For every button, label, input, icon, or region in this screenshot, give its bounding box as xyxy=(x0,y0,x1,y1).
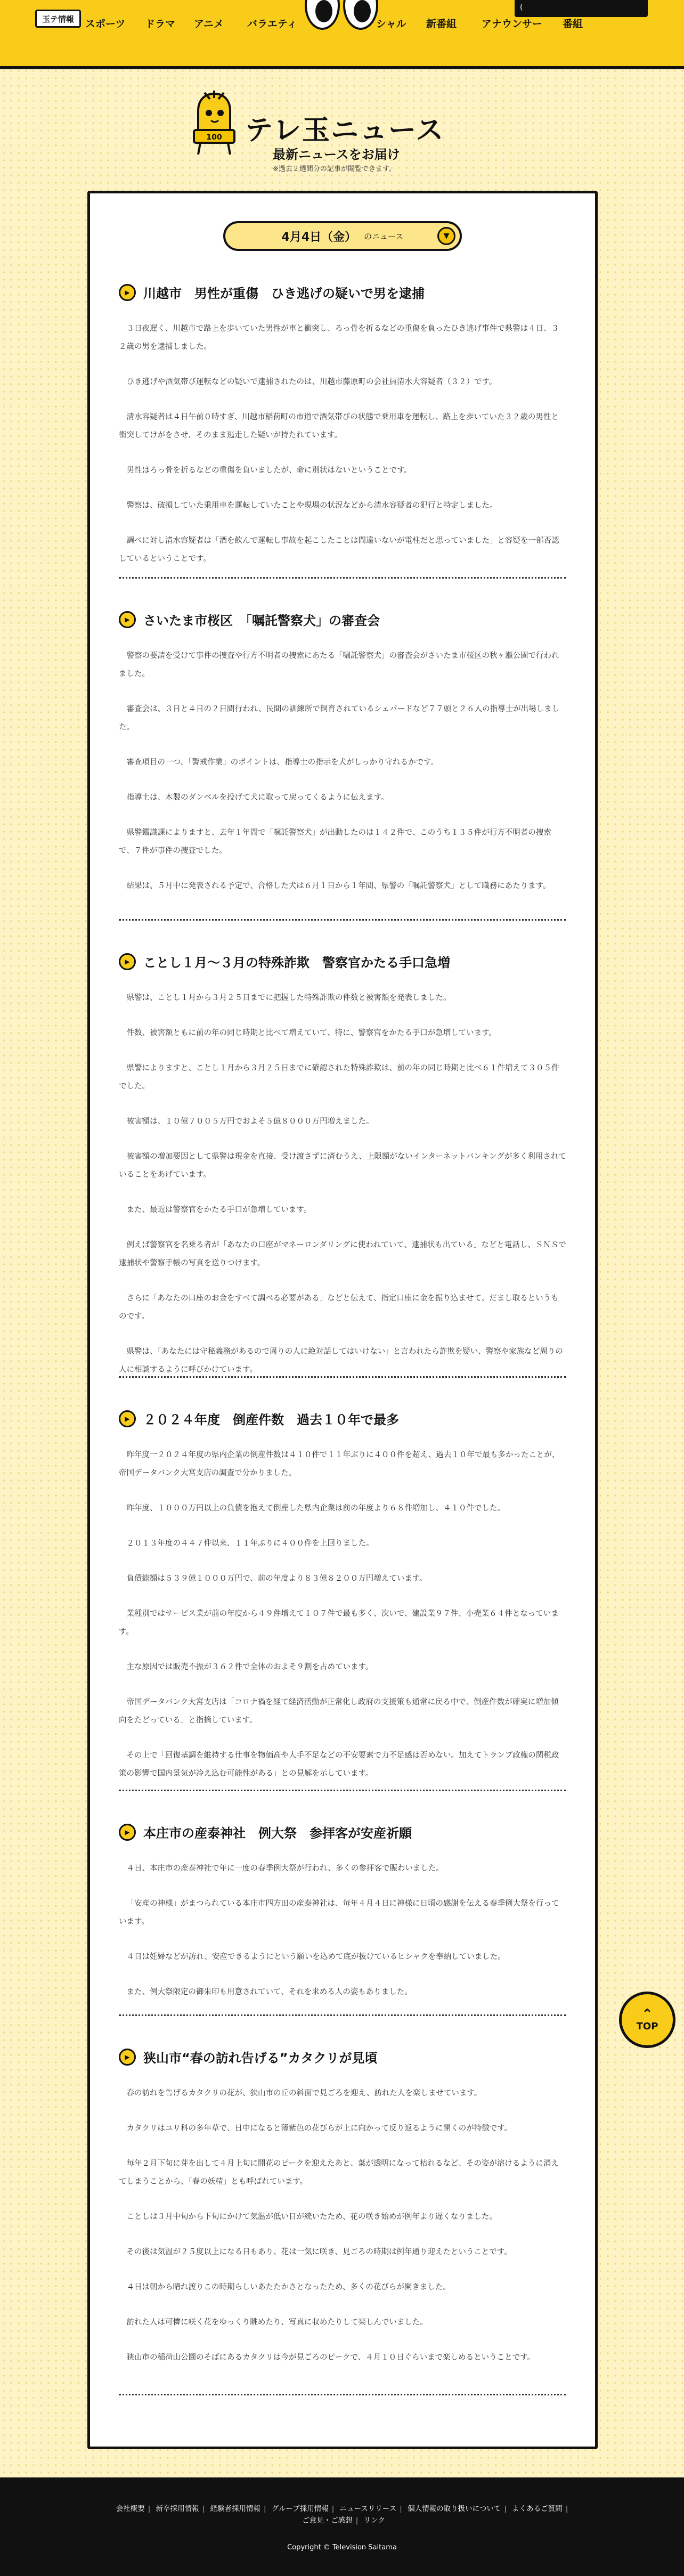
left-eye-icon xyxy=(305,0,340,30)
article-paragraph: ４日は妊婦などが訪れ、安産できるようにという願いを込めて底が抜けているヒシャクを奉納していました。 xyxy=(126,1953,506,1961)
news-article xyxy=(119,610,566,912)
news-article xyxy=(119,2047,566,2384)
page-header xyxy=(0,69,684,192)
article-paragraph: 県警鑑識課によりますと、去年１年間で「嘱託警察犬」が出動したのは１４２件で、このうち１３５件が行方不明者の捜索で、７件が事件の捜査でした。 xyxy=(119,828,551,855)
footer-link-links[interactable]: リンク xyxy=(363,2516,385,2525)
archive-note: ※過去２週間分の記事が閲覧できます。 xyxy=(273,165,396,173)
article-paragraph: 男性はろっ骨を折るなどの重傷を負いましたが、命に別状はないということです。 xyxy=(126,466,412,475)
article-title: 狭山市“春の訪れ告げる”カタクリが見頃 xyxy=(143,2051,378,2066)
article-paragraph: 被害額の増加要因として県警は現金を直接、受け渡さずに済むうえ、上限額がないインターネットバンキングが多く利用されていることをあげています。 xyxy=(119,1152,566,1179)
nav-menu xyxy=(85,16,684,32)
article-paragraph: 帝国データバンク大宮支店は「コロナ禍を経て経済活動が正常化し政府の支援策も通常に戻る中で、倒産件数が確実に増加傾向をたどっている」と指摘しています。 xyxy=(119,1698,559,1725)
article-divider xyxy=(119,577,566,579)
article-paragraph: カタクリはユリ科の多年草で、日中になると薄紫色の花びらが上に向かって反り返るように開くのが特徴です。 xyxy=(126,2124,512,2133)
article-paragraph: ３日夜遅く、川越市で路上を歩いていた男性が車と衝突し、ろっ骨を折るなどの重傷を負ったひき逃げ事件で県警は４日、３２歳の男を逮捕しました。 xyxy=(119,324,559,351)
nav-item-anime[interactable]: アニメ xyxy=(194,18,224,30)
article-paragraph: 春の訪れを告げるカタクリの花が、狭山市の丘の斜面で見ごろを迎え、訪れた人を楽しませています。 xyxy=(126,2089,482,2098)
article-paragraph: ４日は朝から晴れ渡りこの時期らしいあたたかさとなったため、多くの花びらが開きました。 xyxy=(126,2283,451,2291)
article-paragraph: 昨年度一２０２４年度の県内企業の倒産件数は４１０件で１１年ぶりに４００件を超え、過去１０年で最も多かったことが、帝国データバンク大宮支店の調査で分かりました。 xyxy=(119,1451,560,1477)
article-title: さいたま市桜区 「嘱託警察犬」の審査会 xyxy=(143,613,380,628)
news-panel xyxy=(87,191,598,2449)
back-to-top-label: TOP xyxy=(636,2020,658,2032)
article-paragraph: 昨年度、１０００万円以上の負債を抱えて倒産した県内企業は前の年度より６８件増加し、４１０件でした。 xyxy=(126,1504,505,1513)
mascot-icon xyxy=(182,90,246,159)
article-paragraph: 結果は、５月中に発表される予定で、合格した犬は６月１日から１年間、県警の「嘱託警察犬」として職務にあたります。 xyxy=(126,882,551,890)
date-selector-value: 4月4日（金） xyxy=(281,230,357,244)
article-paragraph: 毎年２月下旬に芽を出して４月上旬に開花のピークを迎えたあと、葉が透明になって枯れるなど、その姿が溶けるように消えてしまうことから、「春の妖精」とも呼ばれています。 xyxy=(119,2159,559,2186)
chevron-right-icon: ▶ xyxy=(119,1824,136,1841)
article-paragraph: また、最近は警察官をかたる手口が急増しています。 xyxy=(126,1206,312,1214)
footer-link-news-release[interactable]: ニュースリリース xyxy=(339,2505,397,2513)
site-logo[interactable]: 玉テ情報 xyxy=(35,10,81,28)
chevron-right-icon: ▶ xyxy=(119,1410,136,1427)
article-paragraph: さらに「あなたの口座のお金をすべて調べる必要がある」などと伝えて、指定口座に金を振り込ませて、だまし取るというものです。 xyxy=(119,1294,559,1321)
site-footer xyxy=(0,2477,684,2576)
article-paragraph: ４日、本庄市の産泰神社で年に一度の春季例大祭が行われ、多くの参拝客で賑わいました。 xyxy=(126,1864,444,1873)
mascot-badge: 100 xyxy=(206,133,222,142)
right-eye-icon xyxy=(343,0,378,30)
article-paragraph: 例えば警察官を名乗る者が「あなたの口座がマネーロンダリングに使われていて、逮捕状も出ている」などと電話し、ＳＮＳで逮捕状や警察手帳の写真を送りつけます。 xyxy=(119,1241,566,1267)
article-paragraph: 負債総額は５３９億１０００万円で、前の年度より８３億８２００万円増えています。 xyxy=(126,1574,427,1583)
chevron-right-icon: ▶ xyxy=(119,611,136,628)
article-paragraph: その上で「回復基調を維持する仕事を物価高や人手不足などの不安要素で力不足感は否めない。加えてトランプ政権の関税政策の影響で国内景気が冷え込む可能性がある」との見解を示しています。 xyxy=(119,1751,559,1778)
article-paragraph: 指導士は、木製のダンベルを投げて犬に取って戻ってくるように伝えます。 xyxy=(126,793,389,802)
article-paragraph: その後は気温が２５度以上になる日もあり、花は一気に咲き、見ごろの時期は例年通り迎えたということです。 xyxy=(126,2248,512,2256)
footer-links: 会社概要 | 新卒採用情報 | 経験者採用情報 | グループ採用情報 | ニュースリリース | 個人情報の取り扱いについて | よくあるご質問 | ご意見・ご感想 | リンク xyxy=(116,2505,568,2525)
nav-item-drama[interactable]: ドラマ xyxy=(145,18,176,30)
article-divider xyxy=(119,2014,566,2016)
nav-item-variety[interactable]: バラエティ xyxy=(247,18,297,30)
article-divider xyxy=(119,1376,566,1378)
article-paragraph: 狭山市の稲荷山公園のそばにあるカタクリは今が見ごろのピークで、４月１０日ぐらいまで楽しめるということです。 xyxy=(126,2353,535,2362)
nav-item-programs[interactable]: 番組 xyxy=(563,18,583,30)
article-paragraph: 審査項目の一つ、「警戒作業」のポイントは、指導士の指示を犬がしっかり守れるかです。 xyxy=(126,758,439,767)
chevron-right-icon: ▶ xyxy=(119,953,136,970)
back-to-top-button[interactable] xyxy=(619,1992,675,2048)
article-paragraph: 件数、被害額ともに前の年の同じ時期と比べて増えていて、特に、警察官をかたる手口が急増しています。 xyxy=(126,1029,497,1037)
article-paragraph: 警察の要請を受けて事件の捜査や行方不明者の捜索にあたる「嘱託警察犬」の審査会がさいたま市桜区の秋ヶ瀬公園で行われました。 xyxy=(119,652,559,678)
page-subtitle: 最新ニュースをお届け xyxy=(273,147,400,162)
nav-item-new-programs[interactable]: 新番組 xyxy=(426,18,457,30)
article-divider xyxy=(119,2394,566,2395)
footer-link-new-grad-recruit[interactable]: 新卒採用情報 xyxy=(156,2505,199,2513)
article-paragraph: 警察は、破損していた乗用車を運転していたことや現場の状況などから清水容疑者の犯行と特定しました。 xyxy=(126,501,498,510)
top-navigation xyxy=(0,0,684,69)
article-paragraph: 清水容疑者は４日午前０時すぎ、川越市稲荷町の市道で酒気帯びの状態で乗用車を運転し、路上を歩いていた３２歳の男性と衝突してけがをさせ、そのまま逃走した疑いが持たれています。 xyxy=(119,413,559,440)
article-paragraph: 審査会は、３日と４日の２日間行われ、民間の訓練所で飼育されているシェパードなど７７頭と２６人の指導士が出場しました。 xyxy=(119,705,560,732)
article-title: ２０２４年度 倒産件数 過去１０年で最多 xyxy=(143,1412,399,1427)
article-paragraph: 訪れた人は可憐に咲く花をゆっくり眺めたり、写真に収めたりして楽しんでいました。 xyxy=(126,2318,428,2327)
chevron-down-icon[interactable]: ▼ xyxy=(437,227,455,245)
footer-link-company[interactable]: 会社概要 xyxy=(116,2505,145,2513)
article-paragraph: 主な原因では販売不振が３６２件で全体のおよそ９割を占めています。 xyxy=(126,1663,373,1671)
article-paragraph: 業種別ではサービス業が前の年度から４９件増えて１０７件で最も多く、次いで、建設業９７件、小売業６４件となっています。 xyxy=(119,1610,559,1636)
article-paragraph: 県警は、「あなたには守秘義務があるので周りの人に絶対話してはいけない」と言われたら詐欺を疑い、警察や家族など周りの人に相談するように呼びかけています。 xyxy=(119,1347,563,1374)
arrow-up-icon: ⌃ xyxy=(641,2006,653,2022)
article-paragraph: 「安産の神様」がまつられている本庄市四方田の産泰神社は、毎年４月４日に神様に日頃の感謝を伝える春季例大祭を行っています。 xyxy=(119,1899,559,1926)
copyright: Copyright © Television Saitama xyxy=(287,2544,397,2551)
article-paragraph: 県警によりますと、ことし１月から３月２５日までに確認された特殊詐欺は、前の年の同じ時期と比べ６１件増えて３０５件でした。 xyxy=(119,1064,559,1091)
article-title: 本庄市の産泰神社 例大祭 参拝客が安産祈願 xyxy=(143,1826,412,1841)
footer-link-privacy[interactable]: 個人情報の取り扱いについて xyxy=(408,2505,501,2513)
article-divider xyxy=(119,1790,566,1791)
footer-link-career-recruit[interactable]: 経験者採用情報 xyxy=(210,2505,260,2513)
news-article xyxy=(119,952,566,1396)
chevron-right-icon: ▶ xyxy=(119,284,136,301)
article-paragraph: 被害額は、１０億７００５万円でおよそ５億８０００万円増えました。 xyxy=(126,1117,374,1126)
date-selector[interactable] xyxy=(223,221,462,251)
article-paragraph: ことしは３月中旬から下旬にかけて気温が低い日が続いたため、花の咲き始めが例年より遅くなりました。 xyxy=(126,2213,497,2221)
nav-item-sports[interactable]: スポーツ xyxy=(85,18,126,30)
news-article xyxy=(119,283,566,585)
nav-item-announcers[interactable]: アナウンサー xyxy=(482,18,543,30)
article-divider xyxy=(119,919,566,921)
article-paragraph: 調べに対し清水容疑者は「酒を飲んで運転し事故を起こしたことは間違いないが電柱だと思っていました」と容疑を一部否認しているということです。 xyxy=(119,537,559,563)
article-paragraph: ２０１３年度の４４７件以来、１１年ぶりに４００件を上回りました。 xyxy=(126,1539,374,1548)
article-title: ことし１月～３月の特殊詐欺 警察官かたる手口急増 xyxy=(143,955,450,970)
footer-link-faq[interactable]: よくあるご質問 xyxy=(512,2505,563,2513)
news-article xyxy=(119,1823,566,2018)
account-bar[interactable]: ( xyxy=(515,0,648,17)
footer-link-group-recruit[interactable]: グループ採用情報 xyxy=(271,2505,329,2513)
news-article xyxy=(119,1409,566,1800)
article-paragraph: また、例大祭限定の御朱印も用意されていて、それを求める人の姿もありました。 xyxy=(126,1988,412,1996)
footer-link-feedback[interactable]: ご意見・ご感想 xyxy=(302,2516,353,2525)
chevron-right-icon: ▶ xyxy=(119,2049,136,2066)
article-title: 川越市 男性が重傷 ひき逃げの疑いで男を逮捕 xyxy=(143,286,425,301)
mascot-eyes xyxy=(305,0,379,39)
page-title: テレ玉ニュース xyxy=(245,115,445,147)
article-paragraph: 県警は、ことし１月から３月２５日までに把握した特殊詐欺の件数と被害額を発表しました。 xyxy=(126,994,451,1002)
date-selector-suffix: のニュース xyxy=(364,231,404,241)
article-paragraph: ひき逃げや酒気帯び運転などの疑いで逮捕されたのは、川越市藤原町の会社員清水大容疑者（３２）です。 xyxy=(126,378,497,386)
nav-item-special[interactable]: シャル xyxy=(376,18,406,30)
